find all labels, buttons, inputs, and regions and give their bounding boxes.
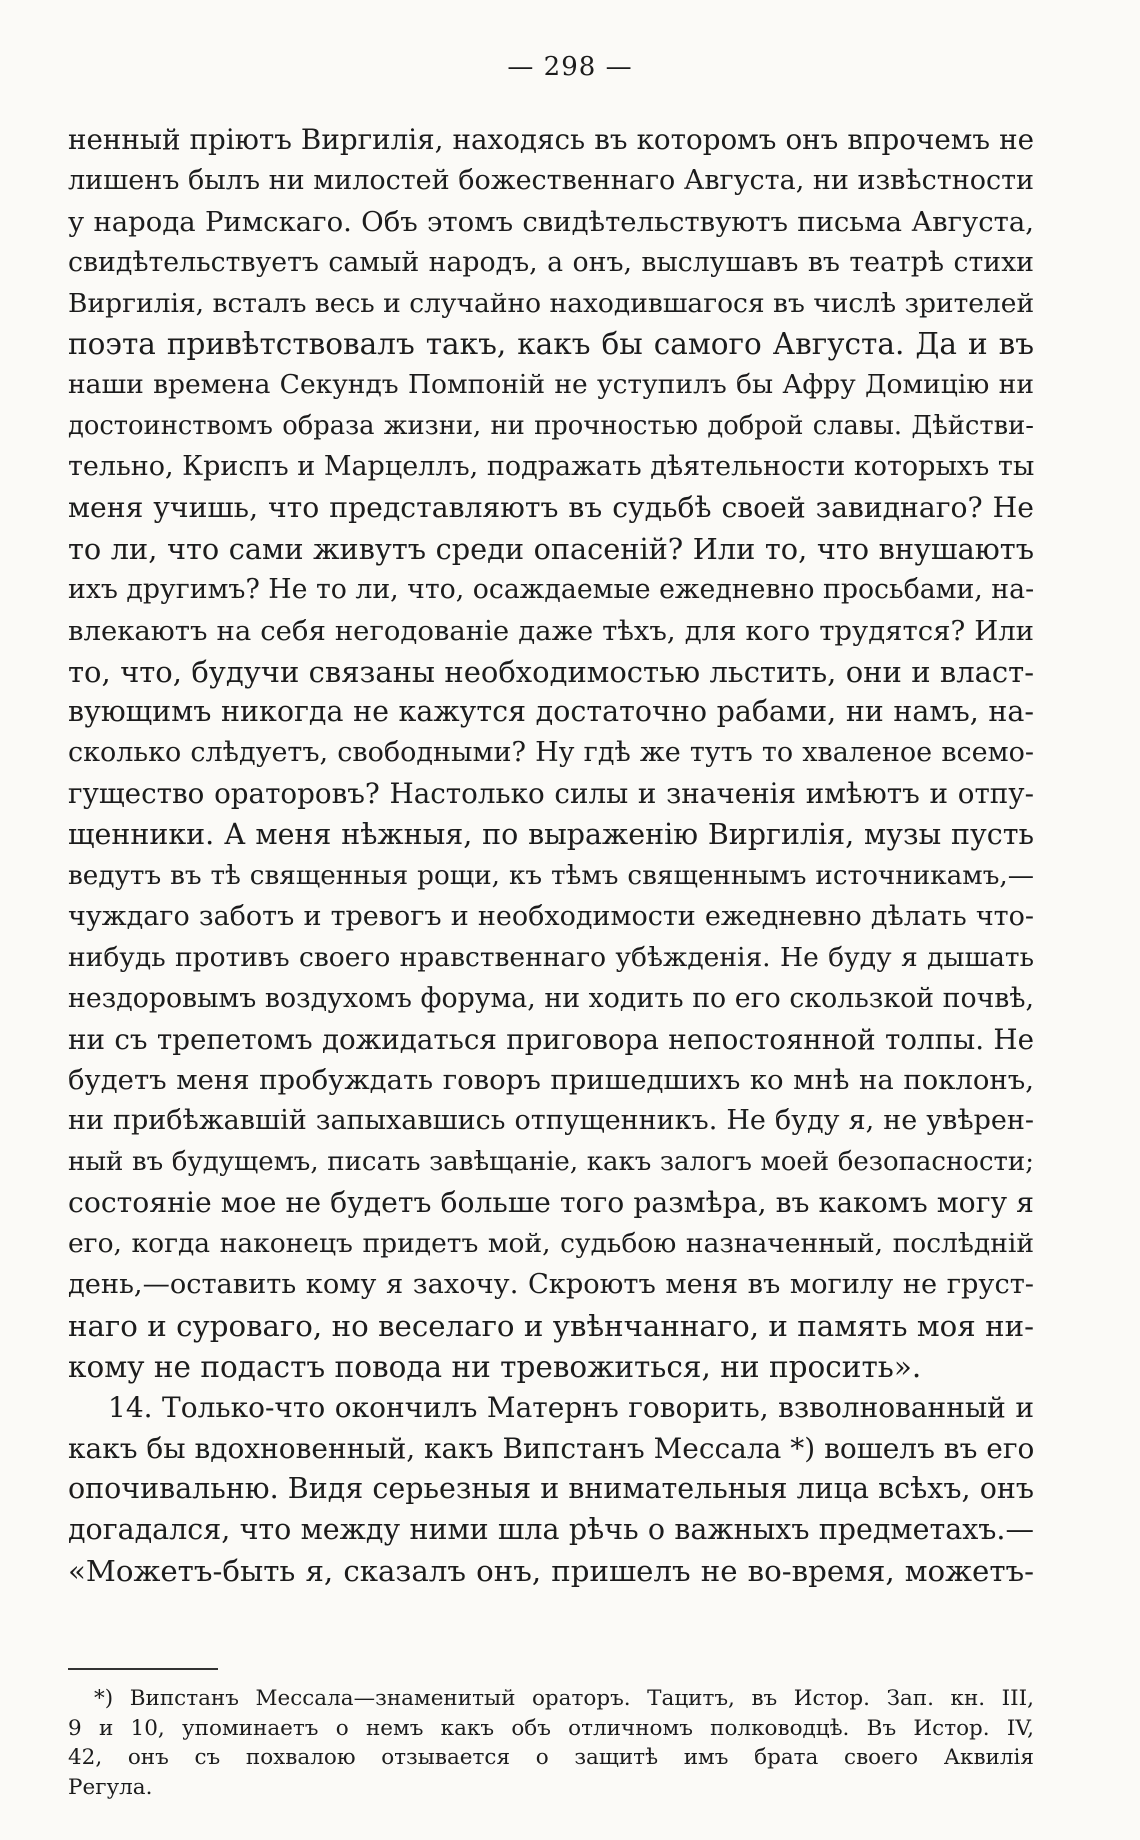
text-line: свидѣтельствуетъ самый народъ, а онъ, выслушавъ въ театрѣ стихи [68, 246, 1034, 278]
text-line: вующимъ никогда не кажутся достаточно рабами, ни намъ, на- [68, 695, 1034, 729]
text-line: день,—оставить кому я захочу. Скроютъ меня въ могилу не груст- [68, 1268, 1034, 1300]
body-text [68, 120, 1034, 1592]
footnote-line: Регула. [68, 1774, 153, 1800]
text-line: ведутъ въ тѣ священныя рощи, къ тѣмъ священнымъ источникамъ,— [68, 861, 1034, 892]
text-line: то ли, что сами живутъ среди опасеній? Или то, что внушаютъ [68, 531, 1034, 566]
text-line: наго и суроваго, но веселаго и увѣнчаннаго, и память моя ни- [68, 1308, 1034, 1343]
text-line: состояніе мое не будетъ больше того размѣра, въ какомъ могу я [68, 1186, 1034, 1220]
text-line: наши времена Секундъ Помпоній не уступилъ бы Афру Домицію ни [68, 369, 1034, 401]
text-line: опочивальню. Видя серьезныя и внимательныя лица всѣхъ, онъ [68, 1472, 1034, 1506]
text-line: какъ бы вдохновенный, какъ Випстанъ Мессала *) вошелъ въ его [68, 1431, 1034, 1465]
text-line: ни прибѣжавшій запыхавшись отпущенникъ. Не буду я, не увѣрен- [68, 1105, 1034, 1137]
text-line: у народа Римскаго. Объ этомъ свидѣтельствуютъ письма Августа, [68, 205, 1034, 238]
text-line: сколько слѣдуетъ, свободными? Ну гдѣ же тутъ то хваленое всемо- [68, 737, 1034, 769]
text-line: поэта привѣтствовалъ такъ, какъ бы самого Августа. Да и въ [68, 327, 1034, 362]
text-line: лишенъ былъ ни милостей божественнаго Августа, ни извѣстности [68, 164, 1034, 196]
footnote-divider [68, 1668, 218, 1670]
text-line: догадался, что между ними шла рѣчь о важныхъ предметахъ.— [68, 1513, 1034, 1547]
text-line: то, что, будучи связаны необходимостью льстить, они и власт- [68, 654, 1034, 689]
text-line: гущество ораторовъ? Настолько силы и значенія имѣютъ и отпу- [68, 777, 1034, 811]
text-line: ни съ трепетомъ дожидаться приговора непостоянной толпы. Не [68, 1022, 1034, 1056]
text-line: чуждаго заботъ и тревогъ и необходимости ежедневно дѣлать что- [68, 900, 1034, 932]
text-line: кому не подастъ повода ни тревожиться, ни просить». [68, 1349, 922, 1384]
footnote-line: *) Випстанъ Мессала—знаменитый ораторъ. Тацитъ, въ Истор. Зап. кн. III, [94, 1686, 1034, 1711]
footnote [68, 1684, 1034, 1802]
text-line: его, когда наконецъ придетъ мой, судьбою назначенный, послѣдній [68, 1228, 1034, 1260]
text-line: щенники. А меня нѣжныя, по выраженію Виргилія, музы пусть [68, 818, 1034, 852]
text-line: достоинствомъ образа жизни, ни прочностью доброй славы. Дѣйстви- [68, 411, 1034, 442]
text-line: ихъ другимъ? Не то ли, что, осаждаемые ежедневно просьбами, на- [68, 573, 1034, 605]
text-line: «Можетъ-быть я, сказалъ онъ, пришелъ не во-время, можетъ- [68, 1554, 1034, 1589]
text-line: нездоровымъ воздухомъ форума, ни ходить по его скользкой почвѣ, [68, 982, 1034, 1014]
text-line: будетъ меня пробуждать говоръ пришедшихъ ко мнѣ на поклонъ, [68, 1064, 1034, 1097]
text-line: Виргилія, всталъ весь и случайно находившагося въ числѣ зрителей [68, 287, 1034, 319]
text-line: 14. Только-что окончилъ Матернъ говорить, взволнованный и [108, 1390, 1034, 1424]
text-line: влекаютъ на себя негодованіе даже тѣхъ, для кого трудятся? Или [68, 614, 1034, 647]
text-line: меня учишь, что представляютъ въ судьбѣ своей завиднаго? Не [68, 491, 1034, 525]
text-line: ный въ будущемъ, писать завѣщаніе, какъ залогъ моей безопасности; [68, 1147, 1034, 1178]
text-line: нибудь противъ своего нравственнаго убѣжденія. Не буду я дышать [68, 941, 1034, 973]
text-line: тельно, Криспъ и Марцеллъ, подражать дѣятельности которыхъ ты [68, 451, 1034, 483]
page-number: — 298 — [507, 52, 633, 82]
text-line: ненный пріютъ Виргилія, находясь въ которомъ онъ впрочемъ не [68, 123, 1034, 156]
footnote-line: 42, онъ съ похвалою отзывается о защитѣ имъ брата своего Аквилія [68, 1745, 1034, 1770]
footnote-line: 9 и 10, упоминаетъ о немъ какъ объ отличномъ полководцѣ. Въ Истор. IV, [68, 1715, 1034, 1741]
